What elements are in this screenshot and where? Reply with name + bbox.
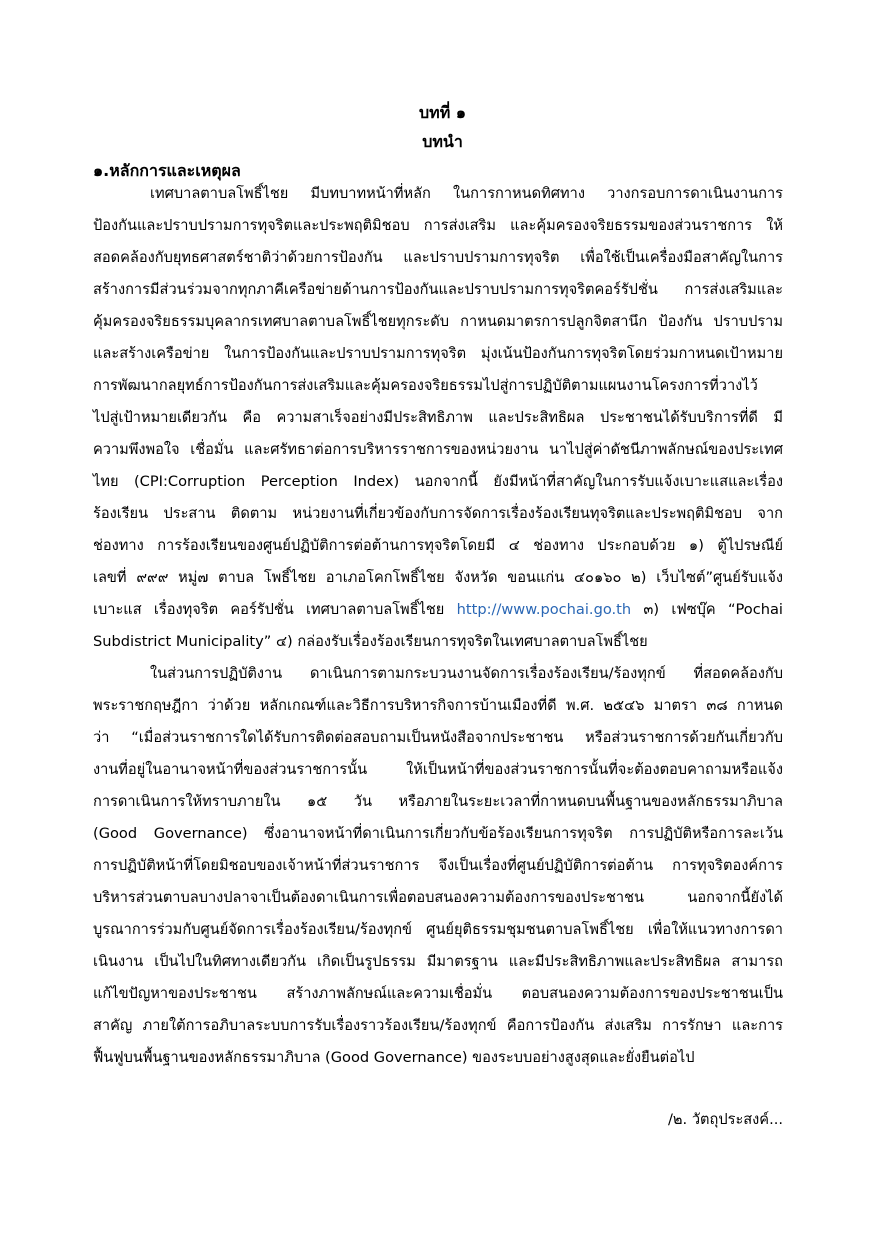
paragraph-line: ไปสู่เป้าหมายเดียวกัน คือ ความสาเร็จอย่างมีประสิทธิภาพ และประสิทธิผล ประชาชนได้รับบริการที่ดี มี: [93, 409, 783, 426]
paragraph-line: ในส่วนการปฏิบัติงาน ดาเนินการตามกระบวนงานจัดการเรื่องร้องเรียน/ร้องทุกข์ ที่สอดคล้องกับ: [150, 665, 783, 682]
paragraph-line: สอดคล้องกับยุทธศาสตร์ชาติว่าด้วยการป้องกัน และปราบปรามการทุจริต เพื่อใช้เป็นเครื่องมือสาคัญในการ: [93, 249, 783, 266]
paragraph-line: คุ้มครองจริยธรรมบุคลากรเทศบาลตาบลโพธิ์ไชยทุกระดับ กาหนดมาตรการปลูกจิตสานึก ป้องกัน ปราบปราม: [93, 313, 783, 330]
paragraph-line: ป้องกันและปราบปรามการทุจริตและประพฤติมิชอบ การส่งเสริม และคุ้มครองจริยธรรมของส่วนราชการ ให้: [93, 217, 783, 234]
line-text: เบาะแส เรื่องทุจริต คอร์รัปชั่น เทศบาลตาบลโพธิ์ไชย: [93, 601, 457, 618]
paragraph-line: Subdistrict Municipality” ๔) กล่องรับเรื่องร้องเรียนการทุจริตในเทศบาลตาบลโพธิ์ไชย: [93, 633, 648, 650]
paragraph-line: ฟื้นฟูบนพื้นฐานของหลักธรรมาภิบาล (Good Governance) ของระบบอย่างสูงสุดและยั่งยืนต่อไป: [93, 1049, 695, 1066]
paragraph-line: สาคัญ ภายใต้การอภิบาลระบบการรับเรื่องราวร้องเรียน/ร้องทุกข์ คือการป้องกัน ส่งเสริม การรักษา และการ: [93, 1017, 783, 1034]
paragraph-line: บูรณาการร่วมกับศูนย์จัดการเรื่องร้องเรียน/ร้องทุกข์ ศูนย์ยุติธรรมชุมชนตาบลโพธิ์ไชย เพื่อให้แนวทางการดา: [93, 921, 783, 938]
paragraph-line: บริหารส่วนตาบลบางปลาจาเป็นต้องดาเนินการเพื่อตอบสนองความต้องการของประชาชน นอกจากนี้ยังได้: [93, 889, 783, 906]
paragraph-line: ช่องทาง การร้องเรียนของศูนย์ปฏิบัติการต่อต้านการทุจริตโดยมี ๔ ช่องทาง ประกอบด้วย ๑) ตู้ไปรษณีย์: [93, 537, 783, 554]
paragraph-line: และสร้างเครือข่าย ในการป้องกันและปราบปรามการทุจริต มุ่งเน้นป้องกันการทุจริตโดยร่วมกาหนดเป้าหมาย: [93, 345, 783, 362]
paragraph-line: เทศบาลตาบลโพธิ์ไชย มีบทบาทหน้าที่หลัก ในการกาหนดทิศทาง วางกรอบการดาเนินงานการ: [150, 185, 783, 202]
paragraph-line: พระราชกฤษฎีกา ว่าด้วย หลักเกณฑ์และวิธีการบริหารกิจการบ้านเมืองที่ดี พ.ศ. ๒๕๔๖ มาตรา ๓๘ กาหนด: [93, 697, 783, 714]
website-link[interactable]: http://www.pochai.go.th: [456, 601, 632, 618]
chapter-title: บทนำ: [422, 132, 463, 151]
paragraph-line: ความพึงพอใจ เชื่อมั่น และศรัทธาต่อการบริหารราชการของหน่วยงาน นาไปสู่ค่าดัชนีภาพลักษณ์ของประเทศ: [93, 441, 783, 458]
paragraph-line: เลขที่ ๙๙๙ หมู่๗ ตาบล โพธิ์ไชย อาเภอโคกโพธิ์ไชย จังหวัด ขอนแก่น ๔๐๑๖๐ ๒) เว็บไซต์”ศูนย์รับแจ้ง: [93, 569, 783, 586]
paragraph-line: เนินงาน เป็นไปในทิศทางเดียวกัน เกิดเป็นรูปธรรม มีมาตรฐาน และมีประสิทธิภาพและประสิทธิผล สามารถ: [93, 953, 783, 970]
line-text: ๓) เฟซบุ๊ค “Pochai: [631, 601, 783, 618]
paragraph-line: การปฏิบัติหน้าที่โดยมิชอบของเจ้าหน้าที่ส่วนราชการ จึงเป็นเรื่องที่ศูนย์ปฏิบัติการต่อต้าน การทุจริตองค์การ: [93, 857, 783, 874]
paragraph-line: ไทย (CPI:Corruption Perception Index) นอกจากนี้ ยังมีหน้าที่สาคัญในการรับแจ้งเบาะแสและเรื่อง: [93, 473, 783, 490]
paragraph-line: งานที่อยู่ในอานาจหน้าที่ของส่วนราชการนั้น ให้เป็นหน้าที่ของส่วนราชการนั้นที่จะต้องตอบคาถามหรือแจ้ง: [93, 761, 783, 778]
next-page-reference: /๒. วัตถุประสงค์...: [668, 1111, 783, 1128]
chapter-number: บทที่ ๑: [419, 103, 466, 122]
paragraph-line: ว่า “เมื่อส่วนราชการใดได้รับการติดต่อสอบถามเป็นหนังสือจากประชาชน หรือส่วนราชการด้วยกันเกี่ยวกับ: [93, 729, 783, 746]
paragraph-line: สร้างการมีส่วนร่วมจากทุกภาคีเครือข่ายด้านการป้องกันและปราบปรามการทุจริตคอร์รัปชั่น การส่งเสริมและ: [93, 281, 783, 298]
paragraph-line: การพัฒนากลยุทธ์การป้องกันการส่งเสริมและคุ้มครองจริยธรรมไปสู่การปฏิบัติตามแผนงานโครงการที่วางไว้: [93, 377, 758, 394]
paragraph-line: การดาเนินการให้ทราบภายใน ๑๕ วัน หรือภายในระยะเวลาที่กาหนดบนพื้นฐานของหลักธรรมาภิบาล: [93, 793, 783, 810]
section-heading: ๑.หลักการและเหตุผล: [93, 161, 241, 180]
paragraph-line: (Good Governance) ซึ่งอานาจหน้าที่ดาเนินการเกี่ยวกับข้อร้องเรียนการทุจริต การปฏิบัติหรือการละเว้น: [93, 825, 783, 842]
paragraph-line: ร้องเรียน ประสาน ติดตาม หน่วยงานที่เกี่ยวข้องกับการจัดการเรื่องร้องเรียนทุจริตและประพฤติมิชอบ จาก: [93, 505, 783, 522]
paragraph-line: แก้ไขปัญหาของประชาชน สร้างภาพลักษณ์และความเชื่อมั่น ตอบสนองความต้องการของประชาชนเป็น: [93, 985, 783, 1002]
paragraph-line-with-link: [93, 599, 783, 621]
